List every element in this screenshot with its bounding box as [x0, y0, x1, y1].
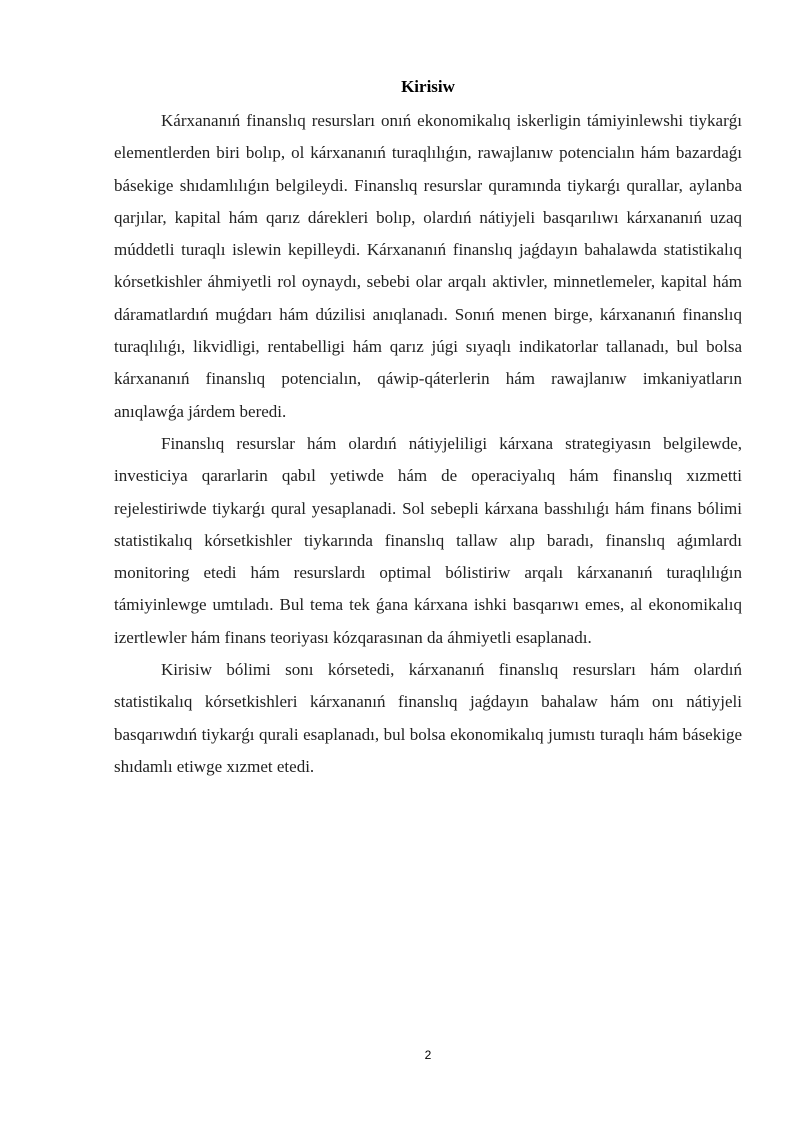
paragraph-2: Finanslıq resurslar hám olardıń nátiyjeliligi kárxana strategiyasın belgilewde, investiciya qararlarin qabıl yetiwde hám de operaciyalıq hám finanslıq xızmetti rejelestiriwde tiykarǵı qural yesaplanadi. Sol sebepli kárxana basshılıǵı hám finans bólimi statistikalıq kórsetkishler tiykarında finanslıq tallaw alıp baradı, finanslıq aǵımlardı monitoring etedi hám resurslardı optimal bólistiriw arqalı kárxananıń turaqlılıǵın támiyinlewge umtıladı. Bul tema tek ǵana kárxana ishki basqarıwı emes, al ekonomikalıq izertlewler hám finans teoriyası kózqarasınan da áhmiyetli esaplanadı. [114, 433, 742, 647]
body-text [114, 105, 742, 783]
paragraph-3: Kirisiw bólimi sonı kórsetedi, kárxananıń finanslıq resursları hám olardıń statistikalıq kórsetkishleri kárxananıń finanslıq jaǵdayın bahalaw hám onı nátiyjeli basqarıwdıń tiykarǵı qurali esaplanadı, bul bolsa ekonomikalıq jumıstı turaqlı hám básekige shıdamlı etiwge xızmet etedi. [114, 660, 742, 776]
page-number: 2 [424, 1048, 432, 1062]
section-title: Kirisiw [401, 77, 455, 96]
paragraph-1: Kárxananıń finanslıq resursları onıń ekonomikalıq iskerligin támiyinlewshi tiykarǵı elementlerden biri bolıp, ol kárxananıń turaqlılıǵın, rawajlanıw potencialın hám bazardaǵı básekige shıdamlılıǵın belgileydi. Finanslıq resurslar quramında tiykarǵı qurallar, aylanba qarjılar, kapital hám qarız dárekleri bolıp, olardıń nátiyjeli basqarılıwı kárxananıń uzaq múddetli turaqlı islewin kepilleydi. Kárxananıń finanslıq jaǵdayın bahalawda statistikalıq kórsetkishler áhmiyetli rol oynaydı, sebebi olar arqalı aktivler, minnetlemeler, kapital hám dáramatlardıń muǵdarı hám dúzilisi anıqlanadı. Sonıń menen birge, kárxananıń finanslıq turaqlılıǵı, likvidligi, rentabelligi hám qarız júgi sıyaqlı indikatorlar tallanadı, bul bolsa kárxananıń finanslıq potencialın, qáwip-qáterlerin hám rawajlanıw imkaniyatların anıqlawǵa járdem beredi. [114, 111, 742, 421]
